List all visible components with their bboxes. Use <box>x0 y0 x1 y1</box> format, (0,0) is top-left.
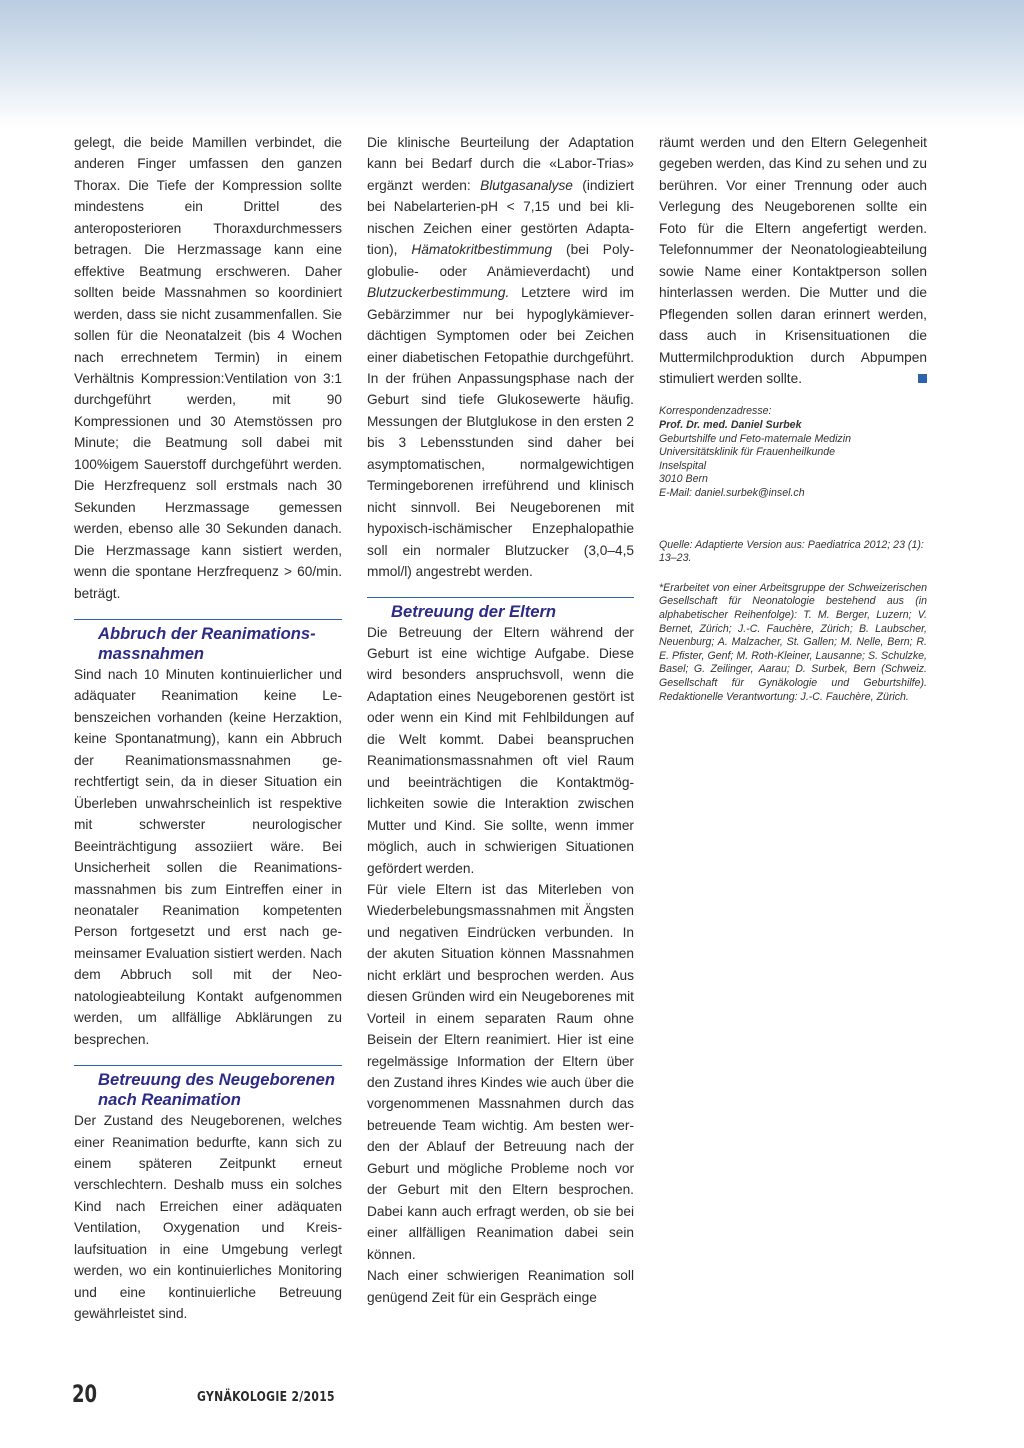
heading-betreuung-eltern: Betreuung der Eltern <box>391 601 557 621</box>
correspondence-label: Korrespondenzadresse: <box>659 405 772 418</box>
header-gradient-band <box>0 0 1024 128</box>
term-blutgasanalyse: Blutgasanalyse <box>480 177 573 193</box>
text-fragment: räumt werden und den Eltern Gelegenheit gegeben werden, das Kind zu sehen und zu berühren. Vor einer Trennung oder auch Verlegung des Neugeborenen sollte ein Foto für die Eltern angefertigt werden. Telefonnummer der Neonatologieabteilung sowie Name einer Kontaktperson sollen hinterlassen werden. Die Mutter und die Pflegenden sollen daran erinnert werden, dass auch in Krisensituationen die Muttermilchproduktion durch Abpumpen stimuliert werden sollte. <box>659 135 927 386</box>
source-note <box>659 539 927 566</box>
term-haematokrit: Hämatokritbestimmung <box>411 242 553 258</box>
correspondence-block <box>659 405 927 500</box>
paragraph-betreuung-neugeborenes: Der Zustand des Neugeborenen, welches einer Reanimation bedurfte, kann sich zu einem späteren Zeitpunkt erneut verschlechtern. Deshalb muss ein solches Kind nach Erreichen einer adäquaten Ventilation, Oxygenation und Kreislaufsituation in eine Umgebung verlegt werden, wo ein kontinuierliches Monitoring und eine kontinuierliche Betreuung gewährleistet sind. <box>74 1113 342 1322</box>
correspondence-line: Universitätsklinik für Frauenheilkunde <box>659 446 836 459</box>
section-betreuung-eltern <box>367 597 634 622</box>
section-abbruch <box>74 619 342 664</box>
paragraph-eltern-continued <box>659 132 927 389</box>
source-text: Quelle: Adaptierte Version aus: Paediatrica 2012; 23 (1): 13–23. <box>659 538 924 565</box>
section-betreuung-neugeborenes <box>74 1065 342 1110</box>
column-left <box>74 132 342 1325</box>
correspondence-email: E-Mail: daniel.surbek@insel.ch <box>659 487 805 499</box>
paragraph-labor-trias <box>367 132 634 583</box>
paragraph-abbruch: Sind nach 10 Minuten kontinuierlicher und adäquater Reanimation keine Lebenszeichen vorhanden (keine Herzaktion, keine Spontanatmung), kann ein Abbruch der Reanimationsmassnahmen gerechtfertigt sein, da in dieser Situation ein Überleben unwahrscheinlich ist respektive mit schwerster neurologischer Beeinträchtigung assoziiert wäre. Bei Unsicherheit sollen die Reanimationsmassnahmen bis zum Eintreffen einer in neonataler Reanimation kompetenten Person fortgesetzt und erst nach gemeinsamer Evaluation sistiert werden. Nach dem Abbruch soll mit der Neonatologieabteilung Kontakt aufgenommen werden, um allfällige Abklärungen zu besprechen. <box>74 666 342 1047</box>
column-right <box>659 132 927 704</box>
end-of-article-square-icon <box>918 374 927 383</box>
page-number: 20 <box>72 1380 98 1408</box>
text-fragment: Letztere wird im Gebärzimmer nur bei hypoglykämieverdächtigen Symptomen oder bei Zeichen einer diabetischen Fetopathie durchgeführt. In der frühen Anpassungsphase nach der Geburt sind tiefe Glukosewerte häufig. Messungen der Blutglukose in den ersten 2 bis 3 Lebensstunden sind daher bei asymptomatischen, normalgewichtigen Termingeborenen irreführend und klinisch nicht sinnvoll. Bei Neugeborenen mit hypoxisch-ischämischer Enzephalopathie soll ein normaler Blutzucker (3,0–4,5 mmol/l) angestrebt werden. <box>367 285 634 580</box>
heading-betreuung-neugeborenes: Betreuung des Neugeborenen nach Reanimation <box>98 1070 335 1110</box>
paragraph-eltern-3: Nach einer schwierigen Reanimation soll genügend Zeit für ein Gespräch einge <box>367 1268 634 1305</box>
text-fragment: (bei Polyglobulie- oder Anämieverdacht) und <box>367 242 634 279</box>
paragraph-compression: gelegt, die beide Mamillen verbindet, die anderen Finger umfassen den ganzen Thorax. Die Tiefe der Kompression sollte mindestens ein Drittel des anteroposterioren Thoraxdurchmessers betragen. Die Herzmassage kann eine effektive Beatmung erschweren. Daher sollten beide Massnahmen so koordiniert werden, dass sie nicht zusammenfallen. Sie sollen für die Neonatalzeit (bis 4 Wochen nach errechnetem Termin) in einem Verhältnis Kompression:Ventilation von 3:1 durchgeführt werden, mit 90 Kompressionen und 30 Atemstössen pro Minute; die Beatmung soll dabei mit 100%igem Sauerstoff durchgeführt werden. Die Herzfrequenz soll erstmals nach 30 Sekunden Herzmassage gemessen werden, ebenso alle 30 Sekunden danach. Die Herzmassage kann sistiert werden, wenn die spontane Herzfrequenz > 60/min. beträgt. <box>74 135 342 601</box>
paragraph-eltern-1: Die Betreuung der Eltern während der Geburt ist eine wichtige Aufgabe. Diese wird besonders anspruchsvoll, wenn die Adaptation eines Neugeborenen gestört ist oder wenn ein Kind mit Fehlbildungen auf die Welt kommt. Dabei beanspruchen Reanimationsmassnahmen oft viel Raum und beeinträchtigen die Kontaktmöglichkeiten sowie die Interaktion zwischen Mutter und Kind. Sie sollte, wenn immer möglich, auch in schwierigen Situationen gefördert werden. <box>367 624 634 876</box>
journal-name: GYNÄKOLOGIE 2/2015 <box>197 1389 335 1405</box>
text-fragment: Die klinische Beurteilung der Adaptation kann bei Bedarf durch die «Labor-Trias» ergänzt werden: <box>367 135 634 193</box>
term-blutzucker: Blutzuckerbestimmung. <box>367 285 510 301</box>
working-group-note <box>659 582 927 704</box>
correspondence-line: 3010 Bern <box>659 473 708 486</box>
correspondence-name: Prof. Dr. med. Daniel Surbek <box>659 419 802 432</box>
paragraph-eltern-2: Für viele Eltern ist das Miterleben von Wiederbelebungsmassnahmen mit Ängsten und negativen Eindrücken verbunden. In der akuten Situation können Massnahmen nicht erklärt und besprochen werden. Aus diesen Gründen wird ein Neugeborenes mit Vorteil in einem separaten Raum ohne Beisein der Eltern reanimiert. Hier ist eine regelmässige Information der Eltern über den Zustand ihres Kindes wie auch über die vorgenommenen Massnahmen durch das betreuende Team wichtig. Am besten werden der Ablauf der Betreuung nach der Geburt und mögliche Probleme noch vor der Geburt mit den Eltern besprochen. Dabei kann auch erfragt werden, ob sie bei einer allfälligen Reanimation dabei sein können. <box>367 881 634 1262</box>
column-middle <box>367 132 634 1308</box>
heading-abbruch: Abbruch der Reanimationsmassnahmen <box>98 623 316 663</box>
correspondence-line: Inselspital <box>659 459 707 472</box>
text-fragment: (indiziert bei Nabelarterien-pH < 7,15 und bei klinischen Zeichen einer gestörten Adaptation), <box>367 177 634 258</box>
correspondence-line: Geburtshilfe und Feto-maternale Medizin <box>659 432 851 445</box>
working-group-text: *Erarbeitet von einer Arbeitsgruppe der Schweizerischen Gesellschaft für Neonatologie bestehend aus (in alphabetischer Reihenfolge): T. M. Berger, Luzern; V. Bernet, Zürich; J.-C. Fauchère, Zürich; B. Laubscher, Neuenburg; A. Malzacher, St. Gallen; M. Nelle, Bern; R. E. Pfister, Genf; M. Roth-Kleiner, Lausanne; S. Schulzke, Basel; G. Zeilinger, Aarau; D. Surbek, Bern (Schweiz. Gesellschaft für Gynäkologie und Geburtshilfe). Redaktionelle Verantwortung: J.-C. Fauchère, Zürich. <box>659 581 927 703</box>
